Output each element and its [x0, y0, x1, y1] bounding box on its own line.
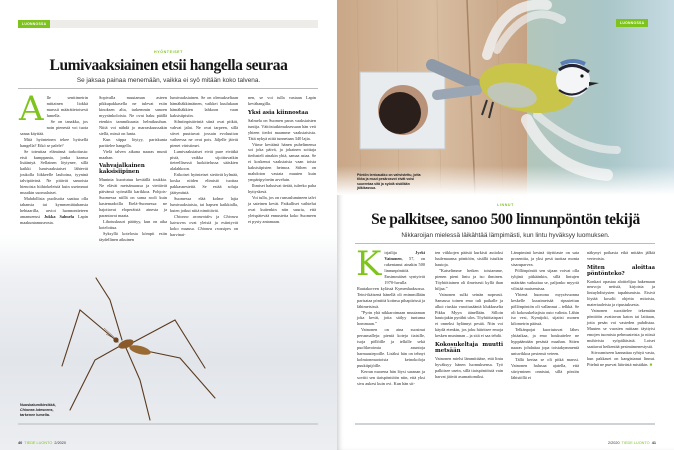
- photo-caption: [20, 403, 56, 417]
- paragraph: Se on tanakka, jos noin pienestä voi tuota sanaa käyttää.: [20, 118, 88, 136]
- paragraph: Viime keväänä hänen puhelimensa soi joka päivä, ja jokainen soittaja tiedusteli ainakin yhtä, samaa asiaa. Se ei koskenut vaaksiaisia vaan toista kaksisiipisten heimoa. Siihen on mahdoton vastata muuten kuin ympäripyöreän arveluin.: [248, 141, 316, 183]
- paragraph: Se toteuttaa elämänsä tarkoitusta: etsii kumppania, jonka kanssa lisääntyä. Sellainen löytynee, sillä kaikki lumivaaksiaiset lähtevät joukolla liikkeelle lauhoina, tyyninä talvipäivinä. Ne pitävät samoista hienoista hiihtokeleistä kuin useimmat muutkin suomalaiset.: [20, 148, 88, 196]
- paragraph: Vainonen mielsi lämmittääse, että lintu hyväksyy hänen luomuksensa. Työ palkitsee usein, sillä tiaispöntöistä vain harvat jäävät asumattomiksi.: [435, 355, 503, 379]
- page-number: 41: [651, 441, 656, 445]
- magazine-name: TIEDE LUONTO: [24, 441, 53, 445]
- body-column: [511, 250, 579, 381]
- paragraph: Erikoiset hyönteiset sietävät kylmää, koska niiden elimistö tuottaa pakkasnestettä. Se estää soluja jäätymästä.: [170, 172, 238, 196]
- paragraph: Vielä talven aikana naaras munii maahan.: [99, 148, 167, 160]
- issue-number: 2/2020: [607, 441, 620, 445]
- paragraph: Chionea araneoides ja Chionea lutescens ovat yleisiä ja esiintyvät koko maassa. Chionea crassipes on harvinai-: [170, 214, 239, 237]
- paragraph: näkynyt poikasia eikä mitään jälkiä verteoista.: [587, 250, 655, 261]
- paragraph: Ihmiset halusivat tietää, tuleeko paha hyttyskesä.: [248, 183, 316, 195]
- article-title: Lumivaaksiainen etsii hangella seuraa: [49, 57, 288, 74]
- paragraph: Tällä kertaa se oli pitkä marssi. Vainonen halusaa ajatella, että siirtyminen onnistui, sillä pöntön lähistöllä ei: [511, 357, 579, 381]
- paragraph: Vainonen sulki seinän nopeasti. Samassa toinen emo tuli paikalle ja alkoi riuskia varoitusääniä klukkuselta Pikku Myyn äänellään. Silloin hautojakin pyrähti ulos. Töyhtötiaispari ei onneksi hylännyt pesää. Niin voi käydä etenkin, jos joku häiritsee emoja kesken muninnan – ja sitä ei saa tehdä.: [435, 291, 503, 339]
- subheading: Yksi asia kiinnostaa: [248, 109, 309, 116]
- paragraph: Salmela on Suomen paras vaaksiaisten tuntija. Väitöstutkimuksessaan hän veti yhteen tiedot maamme vaaksiaisista. Tätä nykyä niitä tunnetaan 340 lajia.: [248, 117, 316, 141]
- species-name: Chionea araneoides: [174, 214, 212, 220]
- paragraph: Vainonen on aina suosinut perusmalleja: pieniä koteja tiaisille, isoja pöllöille ja telkille sekä puolilavoimia asuntoja harmaasiepoille. Lisäksi hän on tehnyt kolmionmuotoisia keinokoloja puukiipijöille.: [357, 327, 425, 369]
- paragraph: Lämpiminä kesinä täyttöaste on sata prosenttia, ja yksi pesä tuottaa monta sisaruparvea.: [511, 250, 579, 267]
- person-name: Jyrki Vainonen: [384, 250, 425, 261]
- footer-rule: [355, 423, 655, 425]
- species-name: Chionea crassipes: [197, 225, 231, 231]
- body-column: [170, 95, 238, 238]
- paragraph: Silmiinpistävintä siinä ovat pitkät, vahvat jalat. Ne ovat tarpeen, sillä siivet puuttuvat: jossain evoluution vaiheessa ne ovat pois. Jäljelle jäivät pienet väristimet.: [170, 118, 238, 148]
- section-tag: LUONNOSSA: [18, 20, 50, 28]
- body-column: [19, 89, 88, 226]
- magazine-name: TIEDE LUONTO: [621, 441, 650, 445]
- paragraph: Lihotuskuuri päättyy, kun on aika kotelottua.: [99, 218, 167, 230]
- paragraph: Muninta kuoriutuu keväällä toukkia. Ne elävät metsämaassa ja viettävät päivänsä syömällä karikkoa. Pohjois-Suomessa niillä on sama rooli kuin kastemadoilla Etelä-Suomessa: ne hajottavat eloperäistä ainesta ja parantavat maata.: [99, 177, 167, 218]
- subheading: Vahvajalkainen kaksisiipinen: [99, 163, 145, 176]
- article-title: Se palkitsee, sanoo 500 linnunpöntön tekijä: [371, 211, 640, 228]
- right-page: [337, 0, 674, 450]
- paragraph: Voi tulla, jos on runsaslumineen talvi ja sateinen kevät. Paikalliset vaihtelut ovat kuitenkin niin suuria, että yleispätevää ennustetta koko Suomeen ei pysty antamaan.: [248, 195, 316, 224]
- paragraph: ten viikkojen päästä kurkisti autioksi luulemaansa pönttöön, sisällä istuikin hautoja.: [435, 250, 503, 267]
- page-folio: [608, 441, 656, 445]
- person-name: Jukka Salmela: [44, 214, 75, 220]
- caption-line: Chionea lutescens,: [20, 407, 54, 412]
- paragraph: Kun siippa löytyy, pariskunta parittelee hangella.: [99, 136, 167, 148]
- footer-rule: [18, 423, 318, 425]
- issue-number: 2/2020: [54, 441, 67, 445]
- paragraph: ”Katselimme hetken toisiamme, pienen pieni lintu ja iso ihminen. Töyhtötiainen oli ilmeisesti kyllä ihan hiljaa.”: [435, 267, 503, 291]
- body-column: [248, 95, 316, 225]
- paragraph: Vainonen suosittelee tekemään pönttöön avattavan katon tai laittaan, jotta pesän voi vasteden puhdistaa. Muuten se vuosien mittaan täyttyisi emojen tuomista pehmusteista ja niissä muhivista syöpäläisistä. Loiset saattavat heikentää pesimämenestystä.: [587, 308, 655, 349]
- page-number: 40: [18, 441, 23, 445]
- blue-tit-birdhouse-photo: [337, 0, 674, 195]
- paragraph: lumivaaksiainen. Se on olemukseltaan hämähäkkimäinen, vaikkei kuulukaan hämähäkkien lahkoon vaan kaksisiipisiin.: [170, 95, 238, 118]
- body-column: [356, 244, 425, 387]
- article-subtitle: Nikkaroijan mielessä läikähtää lämpimästi, kun lintu hyväksyy luomuksen.: [401, 232, 610, 239]
- caption-line: tarkenee lumella.: [20, 412, 50, 417]
- article-kicker: LINNUT: [497, 203, 514, 207]
- divider: [355, 243, 655, 244]
- paragraph: Mahdollisia puolisoita saattaa olla tahansia tai kymmeniätuhansia hehtaarilla, arvioi luonnontieteen amanuenssi Jukka Salmela Lapin maakuntamuseosta.: [20, 196, 88, 226]
- paragraph: Telkänpojat kuoriutuvat lähes yhtäaikaa, ja emo houkuttelee ne hyppäämään pesästä maahan. Sitten naaras johdattaa jopa toistakymmentä untuvikkoa pesiensä veteen.: [511, 327, 579, 357]
- paragraph: irjailija Jyrki Vainonen, 57, on rakentanut ainakin 500 linnunpönttöä. Ensimmäiset syntyivät 1970-luvulla Rautakorven kylässä Kymenlaaksossa. Teini-ikäisenä hänellä oli enimmillään parisataa pönttöä kotinsa pihapiirissä ja lähimetsissä.: [357, 250, 425, 309]
- paragraph: nen, se voi tulla vastaan Lapin kevähangilla.: [248, 95, 316, 106]
- paragraph: Lumivaaksiaiset eivät pure eivätkä pistä, vaikka sijoittuvatkin tieteellisessä luokittelussa sääskien alalahkoon.: [170, 148, 238, 172]
- section-tag-bar: [18, 20, 318, 28]
- body-column: [99, 95, 167, 243]
- caption-line: Nuoskalumikirsikkä,: [20, 403, 56, 407]
- drop-cap: A: [19, 89, 44, 129]
- paragraph: lle senttimetrin mittainen liokkä marssii määrätietoisesti lumella.: [46, 95, 88, 118]
- body-column: [587, 250, 655, 368]
- subheading: Miten aloittaa pöntönteko?: [587, 264, 655, 277]
- article-subtitle: Se jaksaa painaa menemään, vaikka ei syö mitään koko talvena.: [76, 77, 261, 84]
- section-tag: LUONNOSSA: [616, 19, 648, 27]
- drop-cap: K: [356, 244, 382, 284]
- paragraph: Pöllönpöntöt sen sijaan voivat olla tyhjinä pitkäänkin, sillä lintujen määrään vaikuttaa se, paljonko myyriä vilistää maisemissa.: [511, 267, 579, 291]
- body-column: [435, 250, 503, 380]
- page-folio: [18, 441, 66, 445]
- divider: [18, 88, 318, 89]
- photo-caption: Pöntön lentoaukko on vahvistettu, jotta tikka ja muut pesärosvot eivät voisi suurentaa sitä ja syödä sisällään jälkikasvua.: [357, 173, 421, 191]
- subheading: Kokosukeltaja muutti metsään: [435, 342, 503, 355]
- paragraph: Syksyllä kotelosta kömpii esiin täydellinen aikuinen: [99, 230, 167, 242]
- paragraph: ”Pyrin yhä nikkaroimaan muutaman joka kevät, jotta säilyy tuntuma hommaan.”: [357, 309, 425, 327]
- paragraph: Sopivalla muutaman asteen pikkupakkasella ne tulevat esiin kinoksen alta, tarkemmin sanoen myyränkoloista. Ne ovat haku päällä etenkin tammikuusta helmikuuhun. Niitä voi nähdä jo marraskuussakin siellä, missä on lunta.: [99, 95, 167, 136]
- paragraph: Kerran nuorena hän löysi saranan ja sovitti sen tiaispönttöön niin, että yksi sivu aukesi kuin ovi. Kun hän sit-: [357, 369, 425, 386]
- paragraph: Suomessa elää kolme lajia lumivaaksiaisia, tai hapsen kaikkialla, kuten jotkut niitä nimittävät.: [170, 196, 238, 214]
- species-name: Chionea lutescens: [170, 214, 239, 226]
- paragraph: Konkari opastaa aloittelijaa hakemaan neuvoja netistä, kirjoista ja lintuyhdistysten tapahtumista. Etsivä löytää kosolti ohjeita mitoista, materiaaleista ja ripustuksesta.: [587, 278, 655, 308]
- paragraph: Yhtenä huonona myyrävuonna keskelle kuusimetsää ripustettun pöllönpöntön oli vallannut – telkkä. Se oli kokosukeltajista outo valinta. Lähin iso vesi, Kymijoki, sijaitsi monen kilometrin päässä.: [511, 291, 579, 327]
- article-kicker: HYÖNTEISET: [154, 50, 183, 54]
- end-mark: ■: [649, 361, 653, 367]
- paragraph: Mitä hyönteinen tekee hytisellä hangella? Eikö se palele?: [20, 136, 88, 148]
- paragraph: Siivoamiseen kannattaa ryhtyä vasta, kun pakkaset on kangistanut linnut. Pitelnä ne puevat läävästä mistäkin. ■: [587, 349, 655, 367]
